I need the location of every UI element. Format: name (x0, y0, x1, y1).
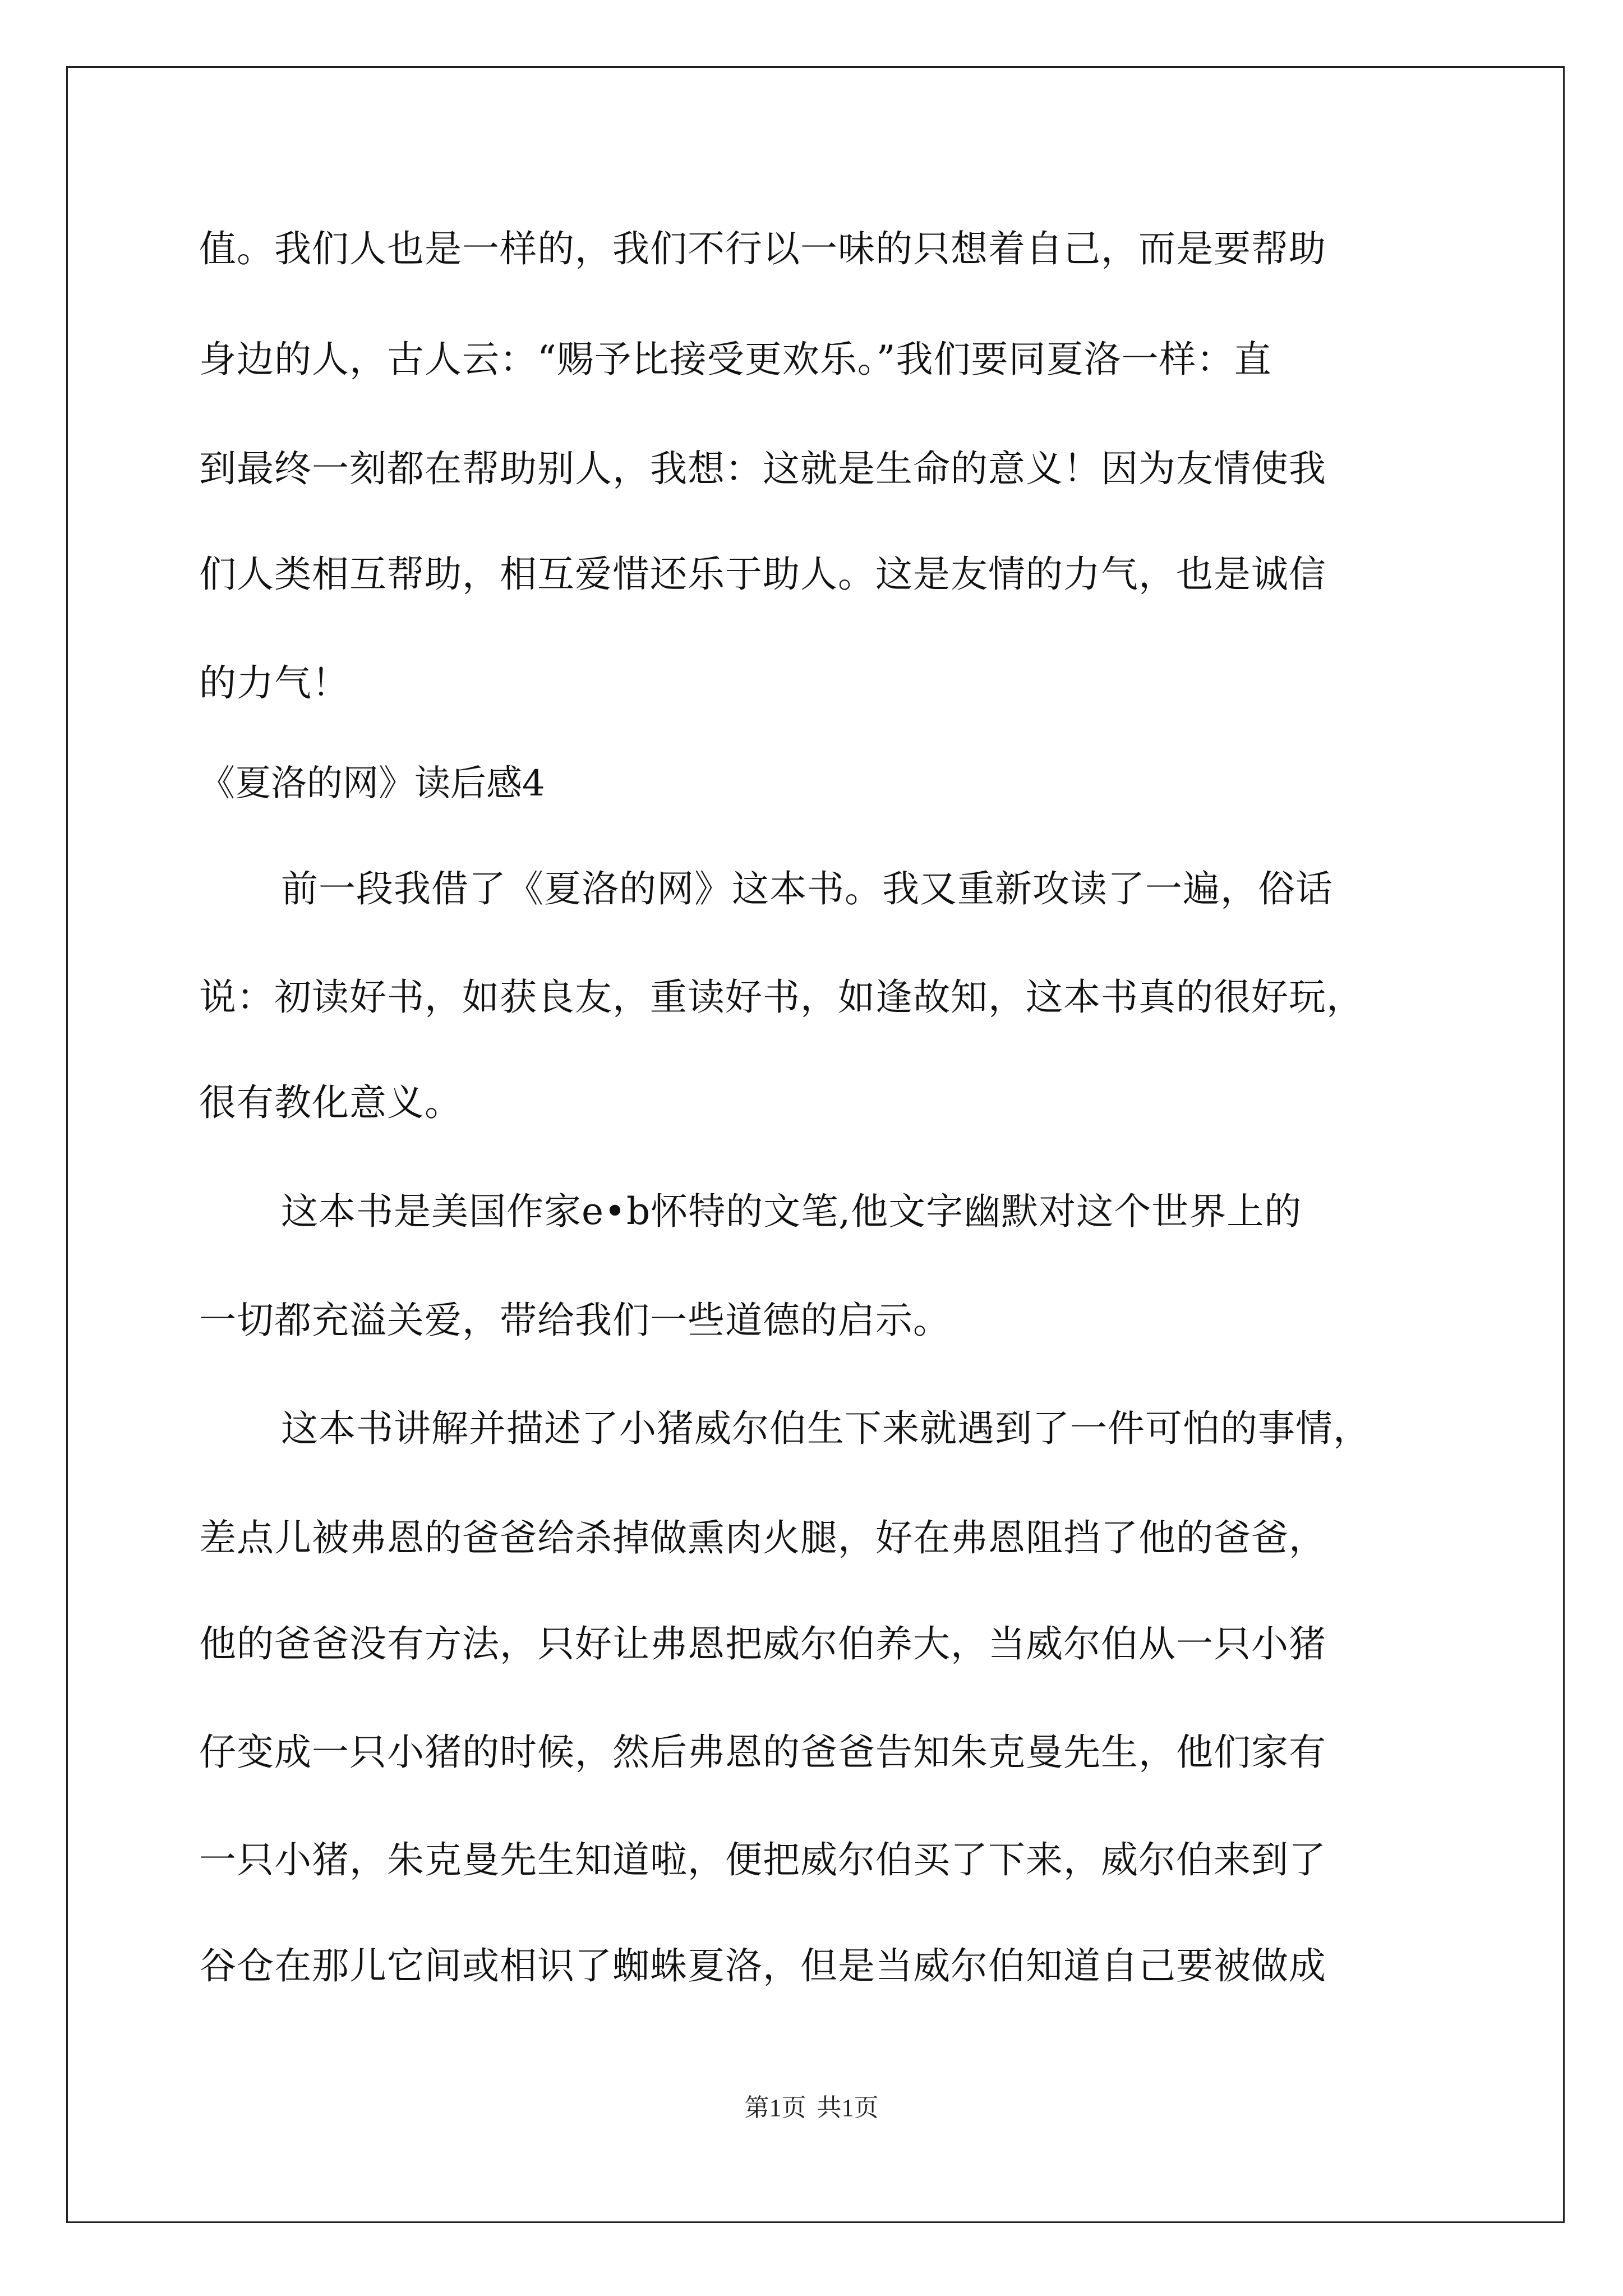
paragraph-1-line: 前一段我借了《夏洛的网》这本书。我又重新攻读了一遍，俗话 (281, 867, 1333, 910)
paragraph-3-line: 他的爸爸没有方法，只好让弗恩把威尔伯养大，当威尔伯从一只小猪 (199, 1622, 1326, 1665)
paragraph-3-line: 仔变成一只小猪的时候，然后弗恩的爸爸告知朱克曼先生，他们家有 (199, 1731, 1326, 1774)
paragraph-3-line: 这本书讲解并描述了小猪威尔伯生下来就遇到了一件可怕的事情， (281, 1407, 1371, 1450)
paragraph-continued-line: 们人类相互帮助，相互爱惜还乐于助人。这是友情的力气，也是诚信 (199, 553, 1326, 596)
paragraph-3-line: 谷仓在那儿它间或相识了蜘蛛夏洛，但是当威尔伯知道自己要被做成 (199, 1944, 1326, 1987)
paragraph-continued-line: 的力气！ (199, 661, 349, 705)
paragraph-continued-line: 值。我们人也是一样的，我们不行以一味的只想着自己，而是要帮助 (199, 227, 1326, 270)
paragraph-3-line: 一只小猪，朱克曼先生知道啦，便把威尔伯买了下来，威尔伯来到了 (199, 1838, 1326, 1881)
paragraph-2-line: 一切都充溢关爱，带给我们一些道德的启示。 (199, 1299, 951, 1342)
paragraph-3-line: 差点儿被弗恩的爸爸给杀掉做熏肉火腿，好在弗恩阻挡了他的爸爸， (199, 1516, 1326, 1559)
paragraph-1-line: 很有教化意义。 (199, 1081, 462, 1124)
section-heading: 《夏洛的网》读后感4 (199, 763, 545, 804)
paragraph-continued-line: 到最终一刻都在帮助别人，我想：这就是生命的意义！因为友情使我 (199, 447, 1326, 490)
page-border (66, 66, 1565, 2223)
paragraph-continued-line: 身边的人，古人云：“赐予比接受更欢乐。”我们要同夏洛一样：直 (199, 338, 1272, 381)
paragraph-1-line: 说：初读好书，如获良友，重读好书，如逢故知，这本书真的很好玩， (199, 976, 1364, 1019)
paragraph-2-line: 这本书是美国作家e•b怀特的文笔,他文字幽默对这个世界上的 (281, 1190, 1302, 1233)
page-footer: 第1页 共1页 (744, 2094, 879, 2122)
